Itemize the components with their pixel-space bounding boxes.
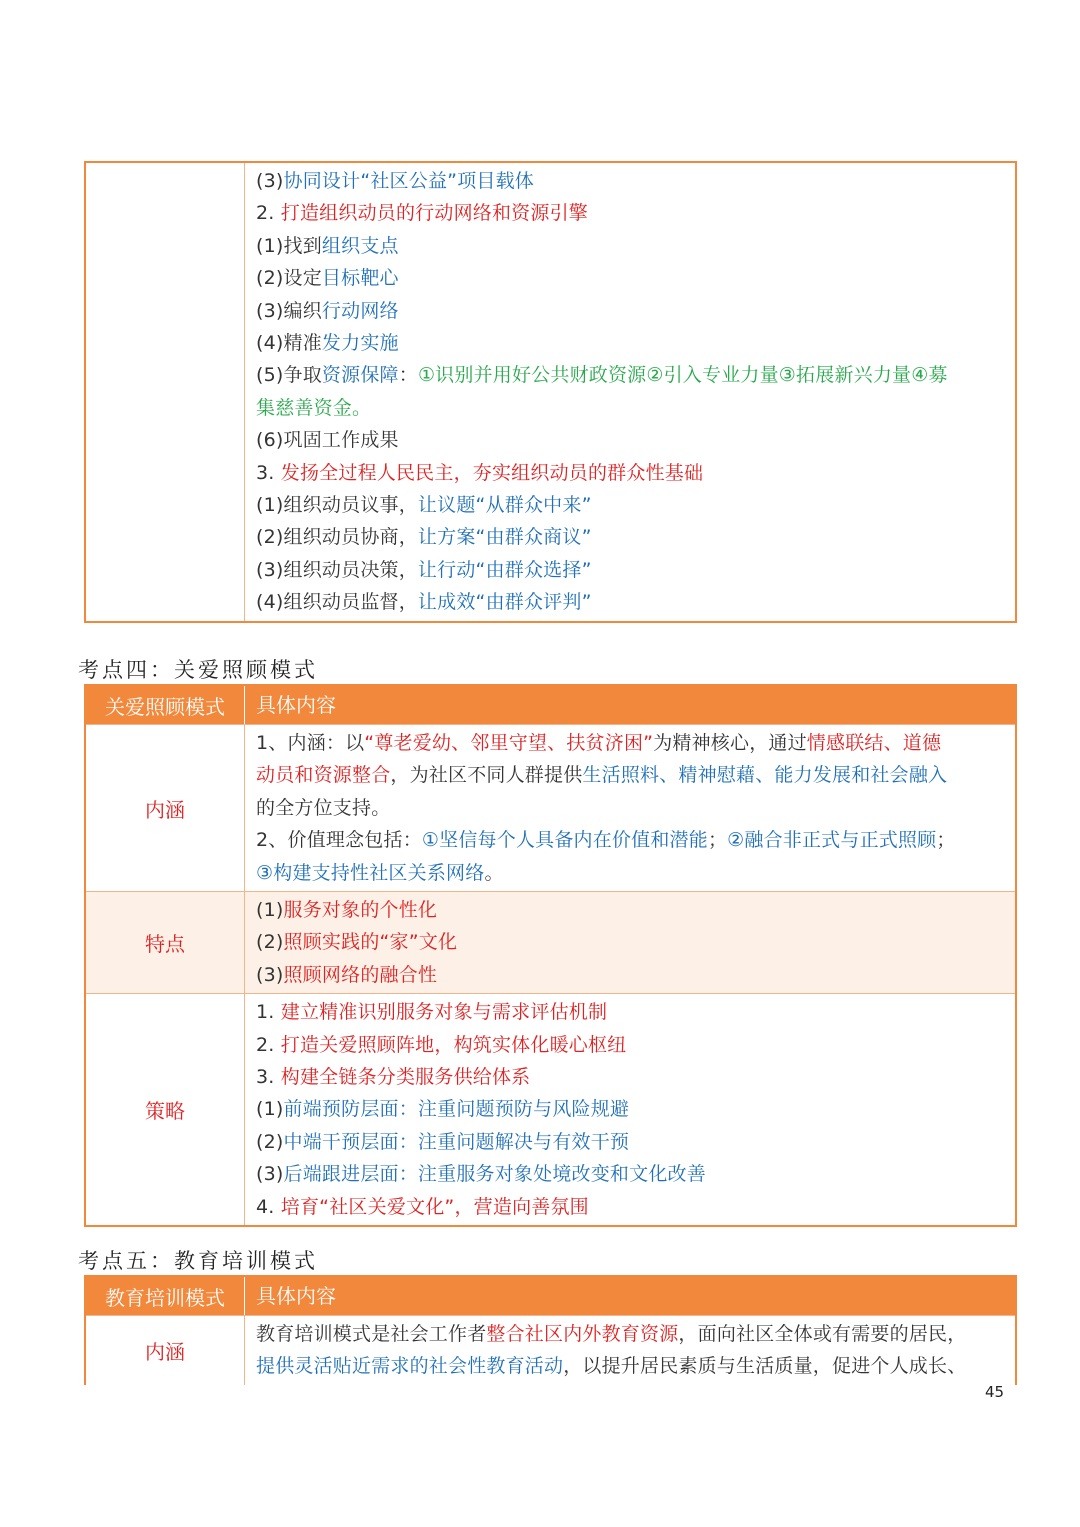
content-line	[256, 1318, 1007, 1350]
text-run: (1)找到	[256, 234, 322, 257]
content-line	[256, 392, 1007, 424]
text-run: 打造组织动员的行动网络和资源引擎	[280, 202, 588, 225]
content-line	[256, 824, 1007, 856]
row-content	[245, 994, 1015, 1225]
table-row	[86, 1315, 1015, 1385]
row-label: 特点	[86, 892, 245, 993]
content-line	[256, 1158, 1007, 1190]
care-model-table	[84, 684, 1017, 1227]
content-line	[256, 1191, 1007, 1223]
text-run: 让议题“从群众中来”	[417, 494, 592, 517]
text-run: 资源保障	[321, 364, 399, 387]
text-run: 目标靶心	[321, 267, 399, 290]
text-run: 服务对象的个性化	[283, 899, 438, 922]
row-content	[245, 1316, 1015, 1385]
text-run: ①坚信每个人具备内在价值和潜能	[421, 829, 708, 852]
content-line	[256, 996, 1007, 1028]
text-run: 发扬全过程人民民主，夯实组织动员的群众性基础	[280, 461, 704, 484]
content-line	[256, 165, 1007, 197]
text-run: 后端跟进层面：注重服务对象处境改变和文化改善	[283, 1163, 706, 1186]
text-run: 构建全链条分类服务供给体系	[280, 1066, 531, 1089]
content-line	[256, 959, 1007, 991]
text-run: 建立精准识别服务对象与需求评估机制	[280, 1001, 608, 1024]
text-run: 1、内涵：以	[256, 732, 365, 754]
row-label: 内涵	[86, 1316, 245, 1385]
text-run: 协同设计“社区公益”项目载体	[283, 170, 535, 192]
content-line	[256, 926, 1007, 958]
education-model-table	[84, 1275, 1017, 1385]
text-run: 3.	[256, 461, 281, 484]
text-run: 。	[484, 861, 504, 884]
text-run: 照顾实践的“家”文化	[283, 931, 458, 954]
header-label: 关爱照顾模式	[86, 686, 245, 724]
text-run: 培育“社区关爱文化”，营造向善氛围	[280, 1195, 589, 1218]
header-content: 具体内容	[256, 1284, 336, 1308]
text-run: (2)设定	[256, 267, 322, 290]
table-header-row	[86, 686, 1015, 724]
content-line	[256, 327, 1007, 359]
continued-table	[84, 161, 1017, 623]
text-run: 集慈善资金。	[256, 396, 372, 419]
content-line	[256, 489, 1007, 521]
content-line	[256, 359, 1007, 391]
table-row	[86, 724, 1015, 891]
row-content	[245, 892, 1015, 993]
text-run: 动员和资源整合	[256, 764, 391, 787]
text-run: 行动网络	[321, 299, 399, 322]
row-content	[245, 725, 1015, 891]
header-label: 教育培训模式	[86, 1277, 245, 1315]
text-run: ②融合非正式与正式照顾	[727, 829, 937, 852]
content-line	[256, 521, 1007, 553]
text-run: 1.	[256, 1001, 281, 1024]
content-line	[256, 424, 1007, 456]
text-run: (1)	[256, 1098, 284, 1121]
text-run: 3.	[256, 1066, 281, 1089]
content-line	[256, 759, 1007, 791]
heading-5: 考点五：教育培训模式	[78, 1249, 318, 1273]
content-line	[256, 230, 1007, 262]
content-line	[256, 894, 1007, 926]
text-run: (3)编织	[256, 299, 322, 322]
text-run: 中端干预层面：注重问题解决与有效干预	[283, 1130, 630, 1153]
text-run: (3)组织动员决策，	[256, 558, 418, 581]
text-run: 让行动“由群众选择”	[417, 558, 592, 581]
text-run: 让方案“由群众商议”	[417, 526, 592, 549]
text-run: 打造关爱照顾阵地，构筑实体化暖心枢纽	[280, 1033, 627, 1056]
text-run: 组织支点	[321, 234, 399, 257]
text-run: ③构建支持性社区关系网络	[256, 861, 485, 884]
text-run: 为精神核心，通过	[653, 732, 807, 754]
text-run: 教育培训模式是社会工作者	[256, 1323, 487, 1345]
content-line	[256, 1029, 1007, 1061]
content-line	[256, 586, 1007, 618]
text-run: 2.	[256, 202, 281, 225]
content-line	[256, 554, 1007, 586]
text-run: (4)精准	[256, 332, 322, 355]
text-run: ：	[398, 364, 418, 387]
table-header-row	[86, 1277, 1015, 1315]
text-run: (6)巩固工作成果	[256, 429, 399, 452]
text-run: 2、价值理念包括：	[256, 829, 422, 852]
table-row	[86, 993, 1015, 1225]
text-run: (5)争取	[256, 364, 322, 387]
text-run: 情感联结、道德	[806, 732, 942, 754]
text-run: (3)	[256, 170, 284, 192]
text-run: ①识别并用好公共财政资源②引入专业力量③拓展新兴力量④募	[417, 364, 948, 387]
text-run: “尊老爱幼、邻里守望、扶贫济困”	[364, 732, 654, 754]
text-run: ；	[936, 829, 956, 852]
text-run: 发力实施	[321, 332, 399, 355]
content-line	[256, 1126, 1007, 1158]
text-run: 让成效“由群众评判”	[417, 591, 592, 614]
content-line	[256, 792, 1007, 824]
content-line	[256, 1350, 1007, 1382]
text-run: (2)组织动员协商，	[256, 526, 418, 549]
text-run: 4.	[256, 1195, 281, 1218]
header-content: 具体内容	[256, 693, 336, 717]
content-line	[256, 857, 1007, 889]
content-line	[256, 197, 1007, 229]
continued-label-cell	[86, 163, 245, 621]
text-run: 的全方位支持。	[256, 796, 391, 819]
continued-row	[86, 163, 1015, 621]
page-number: 45	[985, 1383, 1005, 1401]
text-run: 照顾网络的融合性	[283, 963, 438, 986]
text-run: (1)组织动员议事，	[256, 494, 418, 517]
text-run: 提供灵活贴近需求的社会性教育活动	[256, 1355, 564, 1378]
continued-content-cell	[245, 163, 1015, 621]
content-line	[256, 457, 1007, 489]
text-run: (3)	[256, 1163, 284, 1186]
row-label: 策略	[86, 994, 245, 1225]
text-run: 整合社区内外教育资源	[486, 1323, 679, 1345]
content-line	[256, 262, 1007, 294]
text-run: (1)	[256, 899, 284, 922]
content-line	[256, 727, 1007, 759]
content-line	[256, 1061, 1007, 1093]
text-run: ，以提升居民素质与生活质量，促进个人成长、	[563, 1355, 967, 1378]
row-label: 内涵	[86, 725, 245, 891]
text-run: ；	[707, 829, 728, 852]
text-run: (4)组织动员监督，	[256, 591, 418, 614]
text-run: 生活照料、精神慰藉、能力发展和社会融入	[582, 764, 948, 787]
text-run: 前端预防层面：注重问题预防与风险规避	[283, 1098, 630, 1121]
text-run: (2)	[256, 1130, 284, 1153]
text-run: ，面向社区全体或有需要的居民，	[678, 1323, 967, 1345]
text-run: (3)	[256, 963, 284, 986]
heading-4: 考点四：关爱照顾模式	[78, 658, 318, 682]
text-run: (2)	[256, 931, 284, 954]
table-row	[86, 891, 1015, 993]
text-run: ，为社区不同人群提供	[390, 764, 583, 787]
content-line	[256, 295, 1007, 327]
content-line	[256, 1093, 1007, 1125]
text-run: 2.	[256, 1033, 281, 1056]
